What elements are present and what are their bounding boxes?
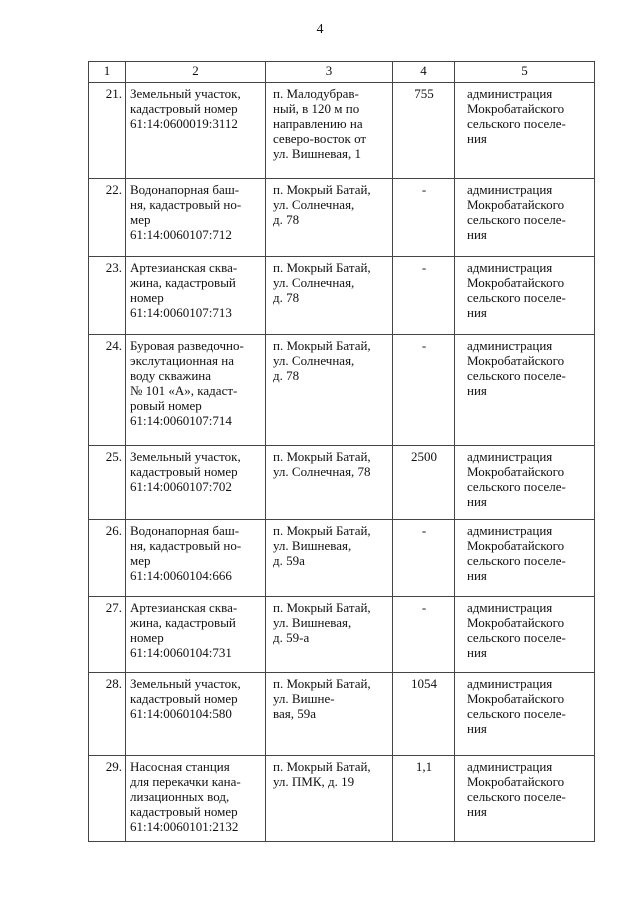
description-line: номер [130,290,164,305]
address-line: п. Мокрый Батай, [273,182,371,197]
description-line: 61:14:0060107:702 [130,479,232,494]
address-line: направлению на [273,116,363,131]
owner-line: Мокробатайского [467,615,565,630]
description-line: Водонапорная баш- [130,182,240,197]
owner-line: сельского поселе- [467,789,566,804]
description-line: экслутационная на [130,353,234,368]
row-number: 21. [89,83,126,179]
description-line: Земельный участок, [130,86,241,101]
property-registry-table [88,61,595,842]
owner-line: администрация [467,523,553,538]
address-line: п. Мокрый Батай, [273,759,371,774]
description-line: Водонапорная баш- [130,523,240,538]
owner-line: администрация [467,676,553,691]
property-area: - [393,520,455,597]
owner-line: Мокробатайского [467,353,565,368]
owner-line: ния [467,721,487,736]
property-owner [455,257,595,335]
address-line: д. 59-а [273,630,310,645]
owner-line: ния [467,227,487,242]
property-owner [455,179,595,257]
property-owner [455,446,595,520]
owner-line: администрация [467,600,553,615]
table-row [89,446,595,520]
description-line: Буровая разведочно- [130,338,244,353]
address-line: д. 78 [273,368,300,383]
property-area: 2500 [393,446,455,520]
description-line: 61:14:0060101:2132 [130,819,239,834]
owner-line: администрация [467,182,553,197]
description-line: Артезианская сква- [130,600,238,615]
property-owner [455,335,595,446]
property-owner [455,756,595,842]
owner-line: сельского поселе- [467,116,566,131]
property-area: 1054 [393,673,455,756]
column-header: 4 [393,62,455,83]
row-number: 22. [89,179,126,257]
property-owner [455,520,595,597]
address-line: ул. Вишневая, [273,615,352,630]
property-area: 755 [393,83,455,179]
owner-line: ния [467,131,487,146]
property-area: 1,1 [393,756,455,842]
table-row [89,257,595,335]
owner-line: сельского поселе- [467,630,566,645]
owner-line: ния [467,568,487,583]
address-line: п. Малодубрав- [273,86,359,101]
address-line: п. Мокрый Батай, [273,600,371,615]
description-line: 61:14:0060104:580 [130,706,232,721]
address-line: п. Мокрый Батай, [273,338,371,353]
owner-line: Мокробатайского [467,197,565,212]
address-line: п. Мокрый Батай, [273,449,371,464]
row-number: 24. [89,335,126,446]
property-description [126,179,266,257]
address-line: ул. Солнечная, [273,197,355,212]
property-address [266,257,393,335]
address-line: ул. Солнечная, 78 [273,464,371,479]
address-line: вая, 59а [273,706,316,721]
address-line: д. 59а [273,553,305,568]
description-line: лизационных вод, [130,789,230,804]
owner-line: ния [467,804,487,819]
address-line: ул. Вишневая, [273,538,352,553]
column-header: 1 [89,62,126,83]
owner-line: ния [467,305,487,320]
property-owner [455,597,595,673]
table-row [89,83,595,179]
row-number: 29. [89,756,126,842]
property-description [126,446,266,520]
owner-line: Мокробатайского [467,691,565,706]
address-line: ул. Вишневая, 1 [273,146,361,161]
owner-line: администрация [467,338,553,353]
description-line: кадастровый номер [130,804,238,819]
description-line: Артезианская сква- [130,260,238,275]
description-line: ня, кадастровый но- [130,197,242,212]
property-description [126,756,266,842]
owner-line: ния [467,645,487,660]
address-line: ул. Вишне- [273,691,335,706]
description-line: 61:14:0600019:3112 [130,116,238,131]
owner-line: Мокробатайского [467,101,565,116]
table-row [89,520,595,597]
description-line: кадастровый номер [130,691,238,706]
description-line: номер [130,630,164,645]
description-line: кадастровый номер [130,101,238,116]
property-address [266,756,393,842]
table-row [89,179,595,257]
owner-line: сельского поселе- [467,368,566,383]
row-number: 23. [89,257,126,335]
page-number: 4 [316,22,324,37]
owner-line: администрация [467,86,553,101]
property-address [266,673,393,756]
address-line: д. 78 [273,212,300,227]
owner-line: Мокробатайского [467,774,565,789]
property-address [266,179,393,257]
owner-line: сельского поселе- [467,479,566,494]
property-owner [455,673,595,756]
property-description [126,335,266,446]
table-row [89,597,595,673]
property-description [126,597,266,673]
property-area: - [393,335,455,446]
table-row [89,673,595,756]
owner-line: ния [467,383,487,398]
owner-line: администрация [467,759,553,774]
column-header: 2 [126,62,266,83]
property-owner [455,83,595,179]
owner-line: ния [467,494,487,509]
owner-line: сельского поселе- [467,706,566,721]
table-body [89,83,595,842]
address-line: северо-восток от [273,131,367,146]
property-address [266,83,393,179]
column-header: 5 [455,62,595,83]
owner-line: сельского поселе- [467,212,566,227]
owner-line: администрация [467,260,553,275]
property-address [266,335,393,446]
row-number: 27. [89,597,126,673]
description-line: 61:14:0060107:713 [130,305,232,320]
address-line: ул. ПМК, д. 19 [273,774,355,789]
description-line: Насосная станция [130,759,230,774]
address-line: п. Мокрый Батай, [273,523,371,538]
address-line: ул. Солнечная, [273,353,355,368]
description-line: ня, кадастровый но- [130,538,242,553]
row-number: 26. [89,520,126,597]
description-line: для перекачки кана- [130,774,241,789]
owner-line: Мокробатайского [467,464,565,479]
property-address [266,446,393,520]
address-line: ный, в 120 м по [273,101,360,116]
description-line: 61:14:0060107:712 [130,227,232,242]
owner-line: Мокробатайского [467,538,565,553]
property-area: - [393,257,455,335]
description-line: жина, кадастровый [130,275,236,290]
owner-line: Мокробатайского [467,275,565,290]
description-line: 61:14:0060107:714 [130,413,232,428]
owner-line: сельского поселе- [467,553,566,568]
column-header: 3 [266,62,393,83]
property-area: - [393,179,455,257]
description-line: Земельный участок, [130,676,241,691]
address-line: д. 78 [273,290,300,305]
description-line: мер [130,212,151,227]
property-description [126,83,266,179]
description-line: жина, кадастровый [130,615,236,630]
property-description [126,673,266,756]
description-line: кадастровый номер [130,464,238,479]
property-description [126,257,266,335]
address-line: п. Мокрый Батай, [273,676,371,691]
row-number: 25. [89,446,126,520]
description-line: 61:14:0060104:666 [130,568,232,583]
address-line: ул. Солнечная, [273,275,355,290]
description-line: № 101 «А», кадаст- [130,383,238,398]
property-area: - [393,597,455,673]
row-number: 28. [89,673,126,756]
table-row [89,756,595,842]
table-row [89,335,595,446]
description-line: Земельный участок, [130,449,241,464]
description-line: 61:14:0060104:731 [130,645,232,660]
property-description [126,520,266,597]
description-line: мер [130,553,151,568]
owner-line: администрация [467,449,553,464]
description-line: воду скважина [130,368,212,383]
owner-line: сельского поселе- [467,290,566,305]
property-address [266,520,393,597]
table-header-row [89,62,595,83]
description-line: ровый номер [130,398,202,413]
property-address [266,597,393,673]
address-line: п. Мокрый Батай, [273,260,371,275]
